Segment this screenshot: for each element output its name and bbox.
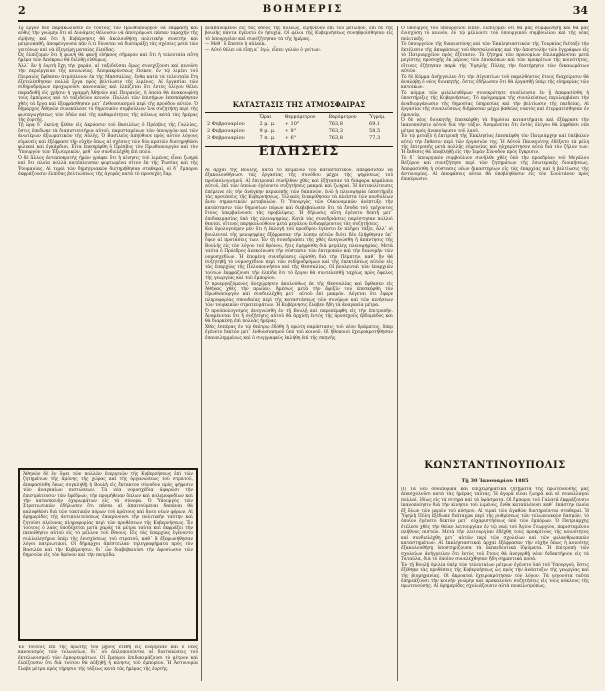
weather-row: 3 Φεβρουαρίου 7 π. μ. + 6° 763,8 77,3 [207,135,381,141]
framed-article: Ἀθηνῶν δὲ ἐν ὄψει τῶν πολλῶν ἐνεργειῶν τῆς Κυβερνήσεως ἐπὶ τῶν ζητημάτων τῆς ἀμύνης τῆς χώρας καὶ τῆς ὀργανώσεως τοῦ στρατοῦ, ἀπεφασίσθη ὅπως συγκληθῇ ἡ Βουλὴ εἰς ἔκτακτον σύνοδον πρὸς ψήφισιν τῶν ἀναγκαίων πιστώσεων. Τὰ νέα νομοσχέδια ἀφορῶσι τὴν ἐπιστράτευσιν τῶν ἐφέδρων, τὴν προμήθειαν ὅπλων καὶ πολεμοφοδίων καὶ τὴν κατασκευὴν ὀχυρωμάτων εἰς τὰ σύνορα. Ὁ Ὑπουργὸς τῶν Στρατιωτικῶν ἐδήλωσεν ὅτι πᾶσαι αἱ ἀπαιτούμεναι δαπάναι θὰ καλυφθῶσι διὰ τῶν τακτικῶν πόρων τοῦ κράτους καὶ ἄνευ νέων φόρων. Αἱ ἐφημερίδες τῆς ἀντιπολιτεύσεως ἐπικρίνουσι τὴν πολιτικὴν ταύτην καὶ ζητοῦσι πλείονας πληροφορίας περὶ τῶν προθέσεων τῆς Κυβερνήσεως. Ἐν τούτοις ὁ λαὸς ὑποδέχεται μετὰ χαρᾶς τὰ μέτρα ταῦτα καὶ ἐκφράζει τὴν πεποίθησιν αὐτοῦ εἰς τὸ μέλλον τοῦ ἔθνους. Εἰς τὰς ἐπαρχίας ἐγένοντο συλλαλητήρια ὑπὲρ τῆς ἐνισχύσεως τοῦ στρατοῦ, καθ᾽ ἃ ἐξεφωνήθησαν λόγοι πατριωτικοί. Οἱ δήμαρχοι ἀπέστειλαν τηλεγραφήματα πρὸς τὸν Βασιλέα καὶ τὴν Κυβέρνησιν, δι᾽ ὧν διαβεβαιοῦσι τὴν ἀφοσίωσιν τῶν δημοτῶν εἰς τὸν θρόνον καὶ τὴν πατρίδα. [18,468,198,641]
column-1 [18,26,198,681]
page-number: 2 [18,4,26,17]
article-text: Ἐν τούτοις ἐπὶ τῆς πρώτης τοῦ μηνὸς ἐτέθη εἰς ἐνέργειαν καὶ ὁ νέος κανονισμὸς τῶν τελωνείων, δι᾽ οὗ ἀπλοποιοῦνται αἱ διατυπώσεις τοῦ ἐκτελωνισμοῦ τῶν ἐμπορευμάτων. Οἱ ἔμποροι ἐπιδοκιμάζουσι τὸ μέτρον καὶ ἐλπίζουσιν ὅτι διὰ τούτου θὰ αὐξηθῇ ἡ κίνησις τοῦ ἐμπορίου. Ἡ Ἀστυνομία ἔλαβε μέτρα πρὸς τήρησιν τῆς τάξεως κατὰ τὰς ἡμέρας τῆς ἑορτῆς. [18,645,198,672]
constantinople-dateline: Τῇ 30 Ἰανουαρίου 1885 [461,478,529,484]
newspaper-title: ΒΟΗΜΕΡΙΣ [262,4,344,15]
constantinople-title: ΚΩΝΣΤΑΝΤΙΝΟΥΠΟΛΙΣ [424,460,566,471]
weather-row: 2 Φεβρουαρίου 2 μ. μ. + 10° 763,8 69,1 [207,121,381,127]
article-text: ἀναπαυόμενοι εἰς τὰς ὁδοὺς τῆς πόλεως, εἰρήνευον ἐπὶ τοῦ μέτωπον, ἐπὶ δὲ τῆς βουλῆς πάντα ἐγένετο ἐν ἡσυχίᾳ. Οἱ φίλοι τῆς Κυβερνήσεως συνηθροίσθησαν εἰς τὸ ὑπουργεῖον καὶ συνεζήτησαν τὰ τῆς ἡμέρας. — Μεθ᾽ ὃ ἔπεσεν ἡ αὐλαία. — Αὐτὸ θέλει νὰ εἴπῃ κ᾽ ἐγώ, εἶπεν γελῶν ὁ γείτων. [205,26,393,53]
weather-header-row: Ὥραι Θερμόμετρον Βαρόμετρον Ὑγρόμ. [259,115,386,120]
article-text: Αἱ ἀρχαὶ τῆς Βουλῆς, κατὰ τὸ κείμενον τοῦ καταστατικοῦ, ἀπεφάσισαν νὰ ἐξακολουθήσωσι τὰς ἐργασίας τῆς συνόδου μέχρι τῆς ψηφίσεως τοῦ προϋπολογισμοῦ. Αἱ ἐπιτροπαὶ συνῆλθον χθὲς καὶ ἐξήτασαν τὰ διάφορα κεφάλαια αὐτοῦ, ἐπὶ τῶν ὁποίων ἐγένοντο συζητήσεις μακραὶ καὶ ζωηραί. Ἡ ἀντιπολίτευσις ἐπέμεινε εἰς τὴν ἀνάγκην περικοπῆς τῶν δαπανῶν, ἐνῶ ἡ πλειοψηφία ὑπεστήριξε τὰς προτάσεις τῆς Κυβερνήσεως. Τελικῶς ἐνεκρίθησαν τὰ πλεῖστα τῶν κονδυλίων ἄνευ σημαντικῶν μεταβολῶν. Ὁ Ὑπουργὸς τῶν Οἰκονομικῶν ἀνέπτυξε τὴν κατάστασιν τῶν δημοσίων πόρων καὶ διεβεβαίωσεν ὅτι τὰ ἔσοδα τοῦ τρέχοντος ἔτους ὑπερβαίνουσι τὰς προβλέψεις. Ἡ δήλωσις αὕτη ἐγένετο δεκτὴ μετ᾽ ἐπιδοκιμασίας ὑπὸ τῆς πλειοψηφίας. Κατὰ τὰς συνεδριάσεις παρέστησαν πολλοὶ θεαταί, οἵτινες παρηκολούθουν μετὰ μεγάλου ἐνδιαφέροντος τὰς συζητήσεις. Καὶ ὁμολογοῦμεν μὲν ὅτι ἡ ἐκλογὴ τοῦ προέδρου ἐγένετο ἐν πλήρει τάξει, ἀλλ᾽ οἱ βουλευταὶ τῆς μειοψηφίας ἐξέφρασαν τὴν λύπην αὐτῶν διότι δὲν ἐλήφθησαν ὑπ᾽ ὄψιν αἱ προτάσεις των. Ἐν τῇ συνεδριάσει τῆς χθὲς ἀνεγνώσθη ἡ ἀπάντησις τῆς Βουλῆς εἰς τὸν λόγον τοῦ θρόνου, ἥτις ἐψηφίσθη διὰ μεγάλης πλειοψηφίας. Μετὰ ταῦτα ὁ Πρόεδρος ἀνεκοίνωσε τὴν σύστασιν τῶν ἐπιτροπῶν καὶ τὴν διανομὴν τῶν νομοσχεδίων. Ἡ ἑπομένη συνεδρίασις ὡρίσθη διὰ τὴν Πέμπτην, καθ᾽ ἣν θὰ συζητηθῇ τὸ νομοσχέδιον περὶ τῶν σιδηροδρόμων καὶ τῆς ἐπεκτάσεως αὐτῶν εἰς τὰς ἐπαρχίας τῆς Πελοποννήσου καὶ τῆς Θεσσαλίας. Οἱ βουλευταὶ τῶν ἐπαρχιῶν τούτων ἐκφράζουσι τὴν ἐλπίδα ὅτι τὸ ἔργον θὰ συντελεσθῇ ταχέως πρὸς ὄφελος τῆς γεωργίας καὶ τοῦ ἐμπορίου. Ὁ προεργαζόμενος ἀνεχώρησεν ἀκολούθως ἐκ τῆς Θεσσαλίας καὶ ἔφθασεν εἰς Ἀθήνας χθὲς τὴν πρωΐαν. Ἀμέσως μετὰ τὴν ἄφιξίν του ἐπεσκέφθη τὸν Πρωθυπουργὸν καὶ συνδιελέχθη μετ᾽ αὐτοῦ ἐπὶ μακρόν. Λέγεται ὅτι ἔφερε πληροφορίας σπουδαίας περὶ τῆς καταστάσεως τῶν συνόρων καὶ τῶν κινήσεων τῶν τουρκικῶν στρατευμάτων. Ἡ Κυβέρνησις ἔλαβεν ἤδη τὰ ἀναγκαῖα μέτρα. Ὁ προϋπολογισμὸς ἀνεγνώσθη ἐν τῇ Βουλῇ καὶ παρεπέμφθη εἰς τὴν ἐπιτροπήν. Ἀναμένεται ὅτι ἡ συζήτησις αὐτοῦ θὰ ἀρχίσῃ ἐντὸς τῆς προσεχοῦς ἑβδομάδος καὶ θὰ διαρκέσῃ ἐπὶ πολλὰς ἡμέρας. Χθὲς ἐσπέρας ἐν τῷ θεάτρῳ ἐδόθη ἡ πρώτη παράστασις τοῦ νέου δράματος, ὅπερ ἐγένετο δεκτὸν μετ᾽ ἐνθουσιασμοῦ ὑπὸ τοῦ κοινοῦ. Οἱ ἠθοποιοὶ ἐχειροκροτήθησαν ἐπανειλημμένως καὶ ὁ συγγραφεὺς ἐκλήθη ἐπὶ τῆς σκηνῆς. [205,168,393,341]
column-rule [397,26,398,681]
news-section-title: ΕΙΔΗΣΕΙΣ [258,144,340,159]
article-text: Ὁ ὑπουργὸς τοῦ ὑπουργείου εἶπεν, ἐλπίζομεν ὅτι θὰ μᾶς συμφωνήσῃ καὶ θὰ μᾶς ἐνισχύσῃ τὸ κοινόν, ἐν τῷ μέλλοντι τοῦ ὑπουργικοῦ συμβουλίου καὶ τῆς νέας πολιτικῆς. Τὸ ὑπουργεῖον τῆς δικαιοσύνης καὶ τῶν Ἐκκλησιαστικῶν τῆς Τουρκίας διέταξε τὴν ἐκτέλεσιν τῆς ἀποφάσεως τοῦ Θεσσαλονίκης καὶ τὴν ἀποστολὴν τῶν ἐγγράφων εἰς τὸ Πατριαρχεῖον πρὸς ἐξέτασιν. Τὸ ζήτημα τῶν προνομίων ἐπιλαμβάνεται μετὰ μεγίστης προσοχῆς ἐκ μέρους τῶν ἐπισκόπων καὶ τῶν προκρίτων τῆς κοινότητος, οἵτινες ἐζήτησαν παρὰ τῆς Ὑψηλῆς Πύλης τὴν διατήρησιν τῶν δικαιωμάτων αὐτῶν. Τὸ δὲ Κόμμα ἀνήγγειλεν ὅτι τὴν Αἰγυπτίων τοῦ παρελθόντος ἐτους διαχείρισιν θὰ ἀναλάβῃ ὁ νέος διοικητής, ὅστις ἐδήλωσεν ὅτι θὰ ἐργασθῇ ὑπὲρ τῆς εὐημερίας τῶν κατοίκων. Τὸ κόμμα τῶν φιλελευθέρων συνεκρότησε συνέλευσιν ἐν ᾗ ἀπεφασίσθη ἡ ὑποστήριξις τῆς Κυβερνήσεως. Τὸ πρόγραμμα τῆς συνελεύσεως περιλαμβάνει τὴν ἀναδιοργάνωσιν τῆς δημοσίας ὑπηρεσίας καὶ τὴν βελτίωσιν τῆς παιδείας. Αἱ ἐργασίαι τῆς συνελεύσεως διήρκεσαν μέχρι βαθείας νυκτὸς καὶ ἐτερματίσθησαν ἐν ὁμονοίᾳ. Ὁ δὲ νέος διοικητὴς ἐπεσκέφθη τὰ δημόσια καταστήματα καὶ ἐξέφρασε τὴν ἱκανοποίησιν αὐτοῦ διὰ τὴν τάξιν. Ἀναμένεται ὅτι ἐντὸς ὀλίγου θὰ ληφθῶσι νέα μέτρα πρὸς ἀνακούφισιν τοῦ λαοῦ. Ἐν τῷ μεταξὺ ἡ ἐπιτροπὴ τῆς Ἐκκλησίας ἐπεσκέφθη τὸν Πατριάρχην καὶ ὑπέβαλεν αὐτῷ τὴν ἔκθεσιν περὶ τῶν ἐργασιῶν της. Ἡ Αὐτοῦ Παναγιότης ἐδέξατο τὰ μέλη τῆς ἐπιτροπῆς μετὰ πολλῆς εὐμενείας καὶ ηὐχαρίστησεν αὐτὰ διὰ τὸν ζῆλον των. Ἡ ἔκθεσις θὰ ὑποβληθῇ εἰς τὴν Ἱερὰν Σύνοδον πρὸς ἔγκρισιν. Τὸ δ᾽ ὑπουργικὸν συμβούλιον συνῆλθε χθὲς ὑπὸ τὴν προεδρίαν τοῦ Μεγάλου Βεζύρου καὶ συνεζήτησε περὶ τῶν ζητημάτων τῆς ἐσωτερικῆς διοικήσεως. Ἀπεφασίσθη ἡ σύστασις νέων δικαστηρίων εἰς τὰς ἐπαρχίας καὶ ἡ βελτίωσις τῆς ἀστυνομίας. Αἱ ἀποφάσεις αὗται θὰ ὑποβληθῶσιν εἰς τὸν Σουλτάνον πρὸς ἐπικύρωσιν. [401,26,589,183]
weather-table [205,114,393,142]
weather-title: ΚΑΤΑΣΤΑΣΙΣ ΤΗΣ ΑΤΜΟΣΦΑΙΡΑΣ [232,100,366,109]
column-2 [205,26,393,681]
issue-number: 34 [572,4,588,17]
article-text: (Ι) Τὰ νεῦ ὁδοιπορικὰ καὶ ἐπιχειρηματικὰ ζητήματα τῆς πρωτευούσης μᾶς ἀπασχολοῦσι κατὰ τὰς ἡμέρας ταύτας. Ἡ ἀγορὰ εἶναι ζωηρὰ καὶ αἱ συναλλαγαὶ πολλαί, ἰδίως εἰς τὰ σιτηρὰ καὶ τὰ ὑφάσματα. Οἱ ἔμποροι τοῦ Γαλατᾶ ἐκφράζουσιν ἱκανοποίησιν διὰ τὴν κίνησιν τοῦ λιμένος, ἔνθα καταπλέουσι καθ᾽ ἑκάστην πλοῖα ἐξ ὅλων τῶν μερῶν τοῦ κόσμου. Αἱ τιμαὶ τῶν ἀγαθῶν διατηροῦνται σταθεραί. Ἡ Ὑψηλὴ Πύλη ἐξέδωκε διάταγμα περὶ τῆς ρυθμίσεως τῶν τελωνειακῶν δασμῶν, τὸ ὁποῖον ἐγένετο δεκτὸν μετ᾽ εὐχαριστήσεως ὑπὸ τῶν ἐμπόρων. Ὁ Πατριάρχης ἐτέλεσε χθὲς τὴν θείαν λειτουργίαν ἐν τῷ ναῷ τοῦ Ἁγίου Γεωργίου, παρισταμένου πλήθους πιστῶν. Μετὰ τὴν λειτουργίαν ἐδέχθη τοὺς προκρίτους τῆς κοινότητος καὶ συνδιελέχθη μετ᾽ αὐτῶν περὶ τῶν σχολείων καὶ τῶν φιλανθρωπικῶν καταστημάτων. Αἱ ἐκκλησιαστικαὶ ἀρχαὶ ἐξέφρασαν τὴν εὐχὴν ὅπως ἡ κοινότης ἐξακολουθήσῃ ὑποστηρίζουσα τὰ ἐκπαιδευτικὰ ἱδρύματα. Ἡ ἐπιτροπὴ τῶν σχολείων ἀνήγγειλεν ὅτι ἐντὸς τοῦ ἔτους θὰ ἀνεγερθῇ νέον διδακτήριον εἰς τὰ Ταταῦλα, διὰ τὸ ὁποῖον συνελέχθησαν ἤδη σημαντικὰ ποσά. Ἐν τῇ Βουλῇ ὁμιλία ὑπὲρ τῶν τελευταίων μέτρων ἐγένετο ὑπὸ τοῦ Ὑπουργοῦ, ὅστις ἐξέθηκε τὰς προθέσεις τῆς Κυβερνήσεως ὡς πρὸς τὴν ἀνάπτυξιν τῆς γεωργίας καὶ τῆς βιομηχανίας. Οἱ ἀκροαταὶ ἐχειροκρότησαν τὸν λόγον. Τὰ γεγονότα ταῦτα ἐπηρεάζουσι τὴν κοινὴν γνώμην καὶ προκαλοῦσι συζητήσεις εἰς τοὺς κύκλους τῆς πρωτευούσης. Αἱ ἐφημερίδες σχολιάζουσιν αὐτὰ ποικιλοτρόπως. [401,487,589,590]
article-text: Τὸ ἔργον δὲν παρακώλυσεν ἐν τούτοις τὸν Πρωθυπουργὸν νὰ ἐκφράσῃ καὶ αὖθις τὴν γνώμην ὅτι αἱ Δυνάμεις θέλουσιν νὰ ἀποτρέψωσι πᾶσαν ταραχὴν τῆς εἰρήνης καὶ ὅτι ἡ Κυβέρνησις θὰ ἀκολουθήσῃ πολιτικὴν συνετὴν καὶ μετριοπαθῆ, ἀποφεύγουσα πᾶν ὅ,τι δύναται νὰ διαταράξῃ τὰς σχέσεις μετὰ τῶν γειτόνων καὶ νὰ ἐξεγείρῃ ματαίας ἐλπίδας. Ὡς ἐλπίζομεν ὅτι ἡ φωνὴ θὰ φανῇ εὐήκοος σήμερον καὶ ὅτι ἡ τελευταία αὕτη ἡμέρα τῶν Ἀπόκρεω θὰ διέλθῃ εὐθύμως. Ἀλλ᾽ ἂν ἡ ἑορτὴ ἔχῃ τὴν χαράν, αἱ ταξιδεῦσαι ὅμως συνεχίζουσι καὶ κινοῦσι τὴν περιέργειαν τῆς κοινωνίας. Ἀπομακρύνσεως ἕνεκεν, ἐν τῷ λιμένι τοῦ Πειραιῶς ἔφθασεν ἀτμόπλοιον ἐκ τῆς Μασσαλίας, ἔνθα κατὰ τὰ τελευταῖα ἔτη ἐξετελέσθησαν πολλὰ ἔργα πρὸς βελτίωσιν τῆς λιμένος. Αἱ ἐργασίαι τῶν σιδηροδρόμων προχωροῦσι κανονικῶς καὶ ἐλπίζεται ὅτι ἐντὸς ὀλίγου θέλει παραδοθῇ εἰς χρῆσιν ἡ γραμμὴ Ἀθηνῶν καὶ Πειραιῶς, ἡ ὁποία θὰ ἀνακουφίσῃ τοὺς ἐμπόρους καὶ τὸ ταξιδεῦον κοινόν. Πολλοὶ τῶν ἐπισήμων ἐπεσκέφθησαν χθὲς τὰ ἔργα καὶ ἐξεφράσθησαν μετ᾽ ἐνθουσιασμοῦ περὶ τῆς προόδου αὐτῶν. Ὁ δῆμαρχος Ἀθηνῶν συνεκάλεσε τὸ δημοτικὸν συμβούλιον ἵνα συζητήσῃ περὶ τῆς φωταγωγήσεως τῶν ὁδῶν καὶ τῆς καθαριότητος τῆς πόλεως κατὰ τὰς ἡμέρας τῆς ἑορτῆς. Τῇ ὥρᾳ δ᾽ ἐκείνῃ ἦλθεν εἰς ἀκρόασιν τοῦ Βασιλέως ὁ Πρέσβυς τῆς Γαλλίας, ὅστις ἐπεδωκε τὰ διαπιστευτήρια αὐτοῦ, παρισταμένων τῶν ὑπουργῶν καὶ τῶν ἀνωτέρων ἀξιωματικῶν τῆς Αὐλῆς. Ὁ Βασιλεὺς ἀπηύθυνε πρὸς αὐτὸν λόγους εὐμενεῖς καὶ ἐξέφρασε τὴν εὐχὴν ὅπως αἱ σχέσεις τῶν δύο κρατῶν διατηρηθῶσι φιλικαὶ καὶ ἐγκάρδιοι. Εἶτα ἐπεσκέφθη ὁ Πρέσβυς τὸν Πρωθυπουργὸν καὶ τὸν Ὑπουργὸν τῶν Ἐξωτερικῶν, μεθ᾽ ὧν συνδιελέχθη ἐπὶ πολύ. Ὁ δὲ ἄλλος ἀνταποκριτὴς ἡμῶν γράφει ὅτι ἡ κίνησις τοῦ λιμένος εἶναι ζωηρὰ καὶ ὅτι πλοῖα πολλὰ κατέπλευσαν φορτωμένα σῖτον ἐκ τῆς Ῥωσίας καὶ τῆς Ῥουμανίας. Αἱ τιμαὶ τῶν δημητριακῶν διετηρήθησαν σταθεραί, οἱ δ᾽ ἔμποροι ἐκφράζουσιν ἐλπίδας βελτιώσεως τῆς ἀγορᾶς κατὰ τὸ προσεχὲς ἔαρ. [18,26,198,177]
column-rule [201,26,202,681]
column-3 [401,26,589,681]
divider [205,112,393,113]
masthead [18,4,588,22]
weather-row: 2 Φεβρουαρίου 9 μ. μ. + 8° 763,3 58,5 [207,128,381,134]
